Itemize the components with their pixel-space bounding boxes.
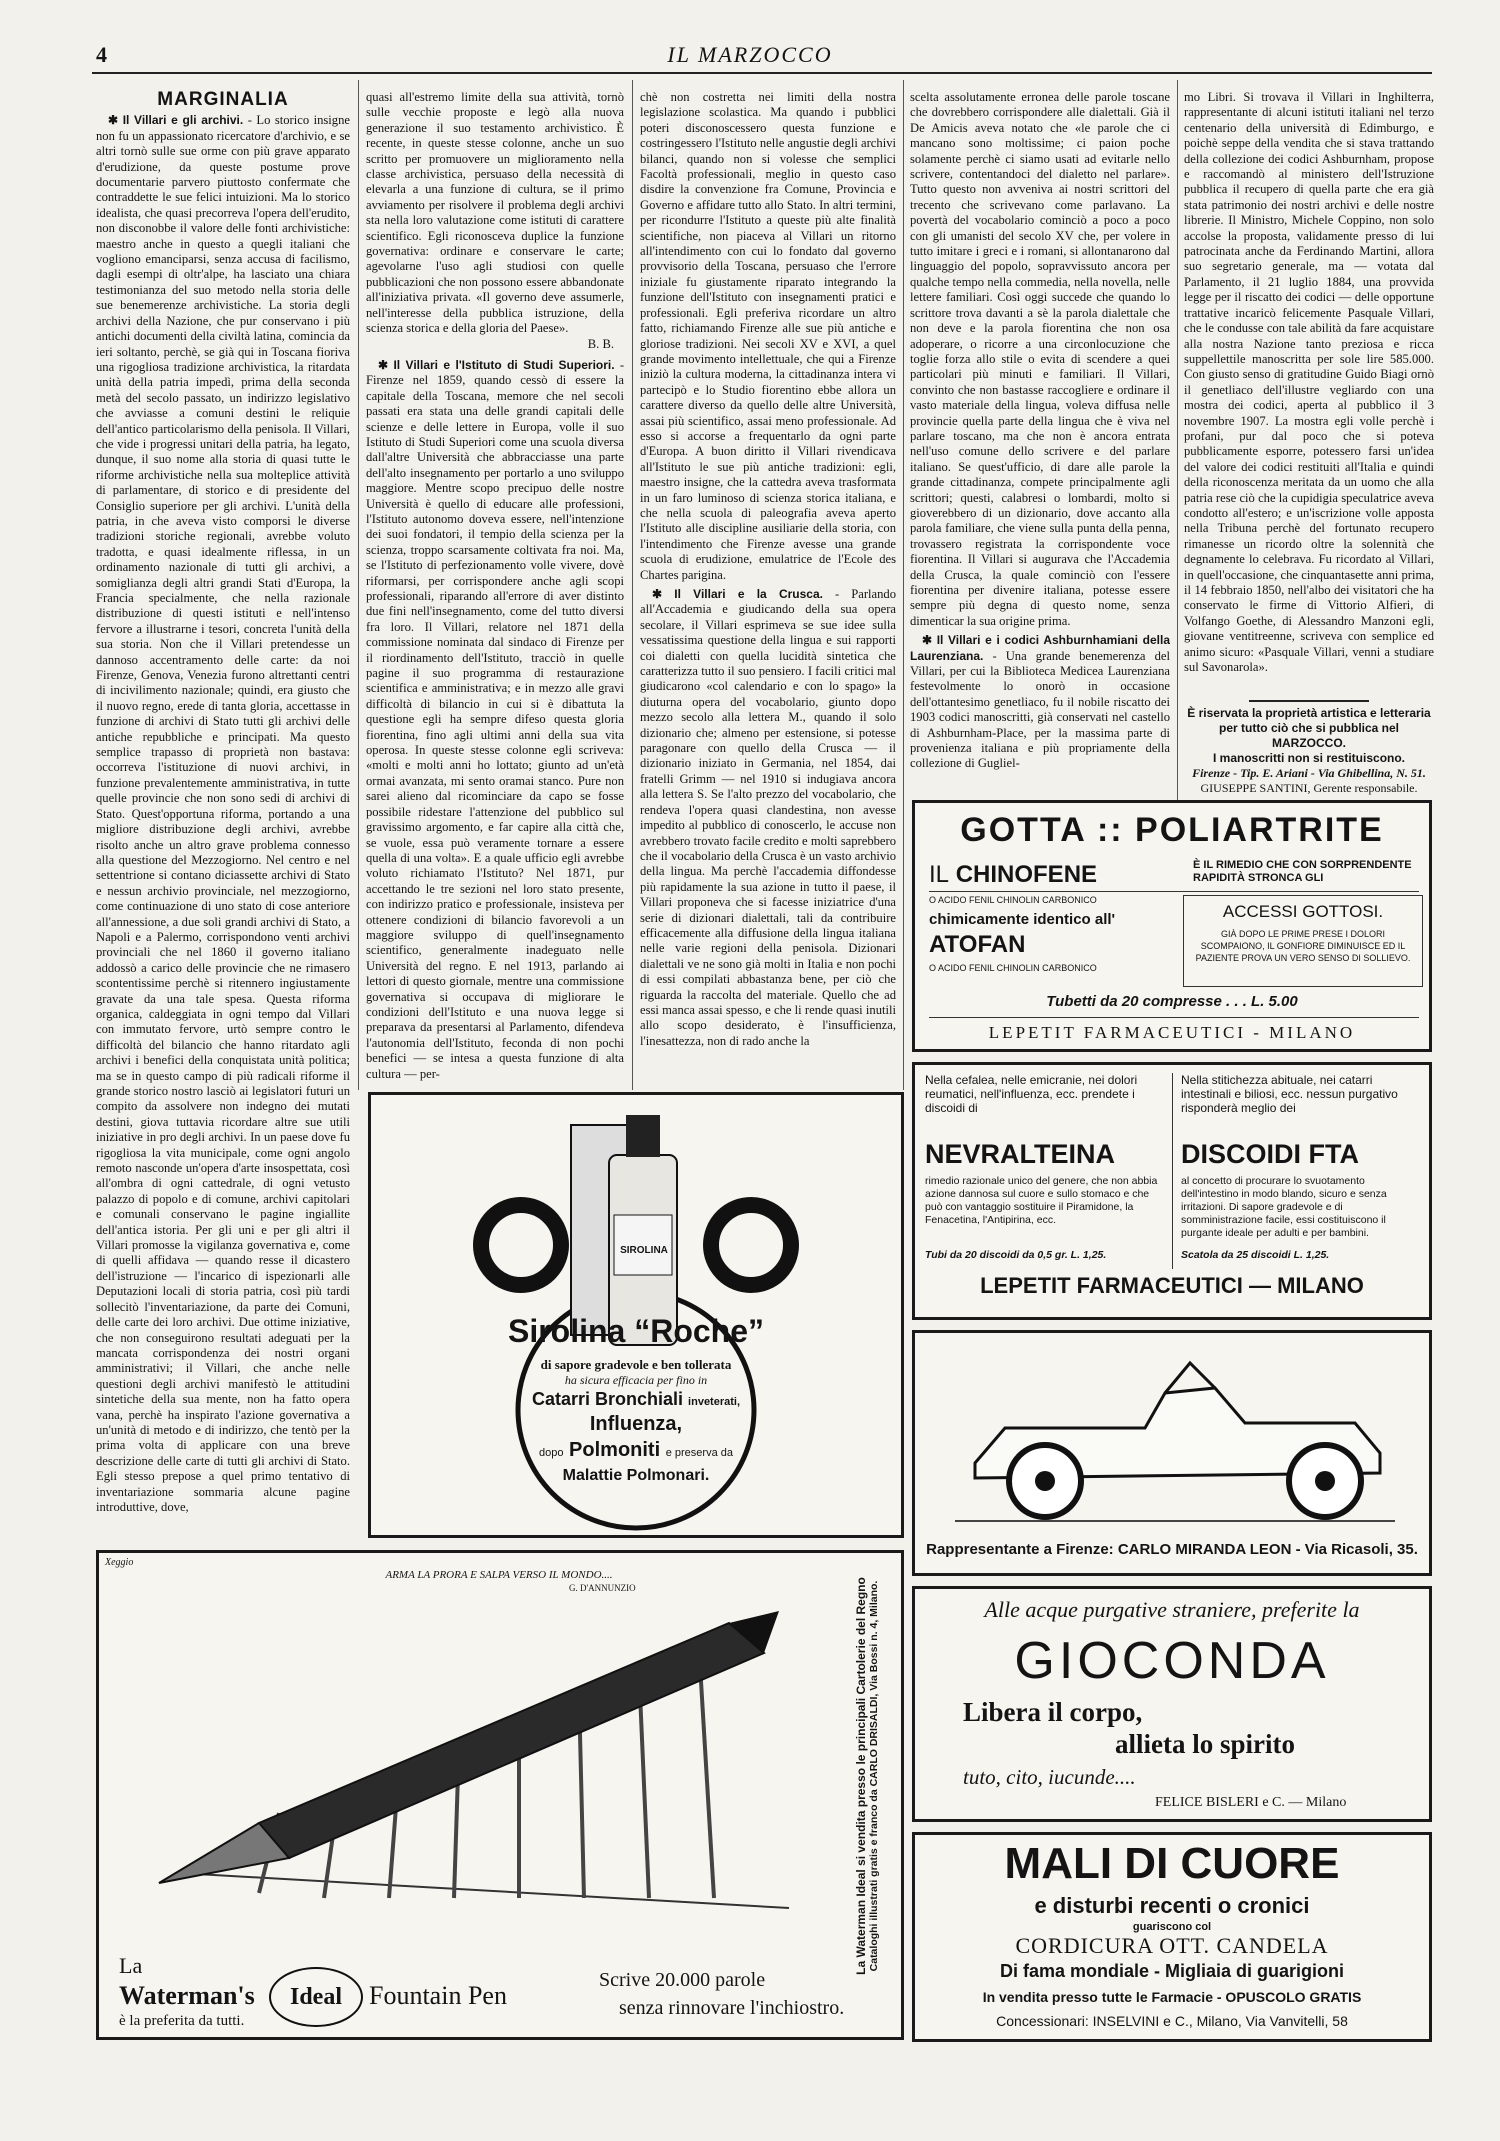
ad-gotta-chinofene: CHINOFENE [955,861,1098,888]
ad-nevralteina-title: NEVRALTEINA [925,1139,1116,1169]
ad-car-caption: Rappresentante a Firenze: CARLO MIRANDA LEON - Via Ricasoli, 35. [926,1541,1418,1558]
notice-manuscripts: I manoscritti non si restituiscono. [1212,751,1406,765]
ad-nevralteina [912,1062,1432,1320]
cuore-conc: Concessionari: INSELVINI e C., Milano, Via Vanvitelli, 58 [996,2013,1348,2029]
ad-sirolina [368,1092,904,1538]
article-column-5 [1184,90,1434,700]
ad-gotta-accessi: ACCESSI GOTTOSI. [1222,902,1384,921]
paragraph-text: - Firenze nel 1859, quando cessò di essere la capitale della Toscana, memore che nel secoli passati era stata una delle grandi capitali delle scienze e delle lettere in Europa, volle il suo Istituto di Studi Superiori come una scuola diversa dall'altre Università che abbracciasse una parte dell'alto insegnamento per portarlo a uno sviluppo maggiore. Mentre scopo precipuo delle nostre Università è quello di educare alle professioni, l'Istituto autonomo doveva essere, nell'intenzione dei suoi fondatori, il tempio della scienza per la scienza, troppo scarsamente coltivata fra noi. Ma, se l'Istituto di perfezionamento volle vivere, dovè riformarsi, per corrispondere anche agli scopi professionali, riparando all'errore di aver distinto due fini nell'insegnamento, come del tutto diversi fra loro. Il Villari, relatore nel 1871 della commissione nominata dal sindaco di Firenze per il riordinamento dell'Istituto, tracciò in quelle pagine il suo programma di restaurazione scientifica e amministrativa; e in mezzo alle gravi difficoltà di bilancio in cui si è dibattuta la questione egli ha sempre difeso questa gloria fiorentina, fino agli ultimi anni della sua vita operosa. In queste stesse colonne egli scriveva: «molti e molti anni ho lottato; giunto ad un'età ormai avanzata, mi sento oramai stanco. Pure non sarei alieno dal ricominciare da capo se fosse possibile ridestare l'attenzione del pubblico sul gravissimo argomento, e far capire alla città che, se vuole, essa può veramente tornare a essere quella di una volta». E a quale ufficio egli avrebbe voluto richiamato l'Istituto? Nel 1871, pur accettando le tre sezioni nel loro stato presente, con indirizzo pratico e professionale, insisteva per ottenere condizioni di bilancio favorevoli a un maggiore sviluppo di quell'insegnamento scientifico, generalmente inadeguato nelle Università del regno. E nel 1913, parlando ai lettori di questo giornale, mentre una commissione governativa si occupava di migliorare le condizioni dell'Istituto e una nuova legge si preparava da presentarsi al Parlamento, difendeva l'autonomia dell'Istituto, feconda di non pochi benefici — se intesa a questa funzione di alta cultura — per- [366,357,624,1081]
sirolina-line3b: inveterati, [688,1396,741,1408]
notice-printer: Firenze - Tip. E. Ariani - Via Ghibellina, N. 51. [1192,766,1426,780]
ad-divider [1172,1073,1173,1269]
cuore-fama: Di fama mondiale - Migliaia di guarigioni [999,1961,1345,1981]
waterman-brand2: Fountain Pen [369,1981,507,2010]
ad-fta-price: Scatola da 25 discoidi L. 1,25. [1181,1249,1330,1261]
notice-rule [1249,700,1369,702]
sirolina-line2: ha sicura efficacia per fino in [564,1373,708,1387]
paragraph-heading: ✱ Il Villari e i codici Ashburnhamiani della Laurenziana. [910,633,1170,663]
paragraph-heading: ✱ Il Villari e la Crusca. [652,587,823,601]
waterman-tagline: è la preferita da tutti. [119,2013,245,2029]
paragraph-text: mo Libri. Si trovava il Villari in Inghilterra, rappresentante di alcuni istituti italiani nel terzo centenario della università di Edimburgo, e poichè seppe della vendita che si stava trattando della collezione dei codici Ashburnham, propose e raccomandò al ministero dell'Istruzione pubblica il recupero di quella parte che era già stata patrimonio dei nostri archivi e delle nostre librerie. Il Ministro, Michele Coppino, non solo accolse la proposta, validamente presso di lui patrocinata anche da Ferdinando Martini, allora suo segretario generale, ma — votata dal Parlamento, il 21 luglio 1884, una provvida legge per il riscatto dei codici — delle opportune trattative incaricò felicemente Pasquale Villari, che le condusse con tale abilità da fare acquistare alla nostra Nazione tanto preziosa e ricca suppellettile manoscritta per sole lire 585.000. Con giusto senso di gratitudine Guido Biagi ornò il genetliaco dell'illustre vegliardo con una mostra dei codici, aperta al pubblico il 3 novembre 1907. La mostra egli volle perchè i profani, pur dal poco che si poteva pubblicamente esporre, potessero farsi un'idea del valore dei codici restituiti all'Italia e quindi della riconoscenza meritata da un uomo che alla patria rese ciò che la cupidigia speculatrice aveva condotto all'estero; e un'iscrizione volle apposta nella Tribuna perchè del fortunato recupero rimanesse un ricordo oltre la solennità che degnamente lo celebrava. Fu ricordato al Villari, in quell'occasione, che cinquantasette anni prima, il 14 febbraio 1850, nell'albo dei visitatori che ha conservato le firme di Vittorio Alfieri, di Volfango Goethe, di Alessandro Manzoni egli, giovane ventitreenne, scriveva con semplice ed animo sicuro: «Pasquale Villari, venni a studiare sul Savonarola». [1184,90,1434,675]
signature: B. B. [587,336,614,351]
ad-gioconda [912,1586,1432,1822]
waterman-vertical-2: Cataloghi illustrati gratis e franco da CARLO DRISALDI, Via Bossi n. 4, Milano. [868,1580,880,1972]
car-illustration [915,1333,1429,1533]
ad-nevralteina-intro: Nella cefalea, nelle emicranie, nei dolori reumatici, nell'influenza, ecc. prendete i discoidi di [925,1073,1138,1115]
gioconda-line3: allieta lo spirito [1115,1729,1295,1759]
waterman-right1: Scrive 20.000 parole [599,1969,766,1991]
ad-fta-desc: al concetto di procurare lo svuotamento dell'intestino in modo blando, sicuro e senza irritazioni. Di sapore gradevole e di somministrazione facile, essi costituiscono il purgante ideale per adulti e per bambini. [1181,1175,1387,1239]
paragraph-text: scelta assolutamente erronea delle parole toscane che dovrebbero corrispondere alle dialettali. Già il De Amicis aveva notato che «le parole che ci mancano sono moltissime; ci paion poche solamente perchè ci siamo usati ad evitarle nello scrivere, contentandoci del dialetto nel parlare». Tutto questo non avveniva ai nostri scrittori del trecento che scrivevano come parlavano. La povertà del vocabolario cominciò a poco a poco con gli umanisti del secolo XV che, per volere in tutto imitare i greci e i romani, si allontanarono dal linguaggio del popolo, sopravvissuto ancora per qualche tempo nella commedia, nella novella, nelle lettere familiari. Così oggi succede che quando lo scrittore trova davanti a sè la parola dialettale che non deve e la parola fiorentina che non osa adoperare, o ricorre a una circonlocuzione che toglie forza allo stile o evita di scendere a quei particolari più minuti e familiari. Il Villari, convinto che non bastasse raccogliere e ordinare il vasto materiale della lingua, voleva diffusa nelle provincie quella parte della lingua che è viva nel parlare toscano, ma che non è ancora entrata nell'uso comune dello scrivere e del parlare italiano. Se quest'ufficio, di dare alle parole la grande cittadinanza, compete principalmente agli scrittori; questi, calabresi o lombardi, molto si gioverebbero di un dizionario, dove accanto alla parola familiare, che viene sulla punta della penna, trovassero registrata la corrispondente voce fiorentina. Il Villari si augurava che l'Accademia della Crusca, la quale cominciò con l'essere fiorentina per divenire italiana, potesse essere sempre più degna di questo nome, senza dimenticar la sua origine prima. [910,90,1170,628]
waterman-caption-sig: G. D'ANNUNZIO [569,1583,636,1593]
ad-nevralteina-footer: LEPETIT FARMACEUTICI — MILANO [980,1273,1364,1298]
paragraph [640,587,896,1049]
paragraph-text: - Lo storico insigne non fu un appassionato ricercatore d'archivio, e se altri tornò sulle sue orme con più grave apparato d'erudizione, da queste postume prove documentarie parvero piuttosto confermate che contraddette le sue felici intuizioni. Ma lo storico idealista, che quasi precorreva l'opera dell'erudito, non disconobbe il valore delle fonti archivistiche: maestro anche in questo a quegli italiani che vogliono emanciparsi, senza accusa di facilismo, dagli esempi di oltr'alpe, ha lasciato una chiara testimonianza del suo metodo nella storia delle sue benemerenze archivistiche. La storia degli archivi della Nazione, che pur conservano i più antichi documenti della civiltà latina, comincia da ieri soltanto, perchè, se già qui in Toscana fioriva una rigogliosa tradizione archivistica, la ritardata unità della patria impedì, prima della seconda metà del secolo passato, un indirizzo legislativo che avviasse a comuni destini le reliquie dell'antico particolarismo della penisola. Il Villari, che vide i progressi unitari della patria, ha legato, dunque, il suo nome alla storia di quasi tutte le riforme archivistiche nella sua molteplice attività di parlamentare, di storico e di presidente del Consiglio superiore per gli archivi. L'unità della patria, in che aveva visto comporsi le diverse tradizioni storiche regionali, avrebbe voluto tradotta, e quasi idealmente riflessa, in un ordinamento nazionale di tutti gli archivi, a somiglianza degli altri grandi Stati d'Europa, la Francia specialmente, che nella razionale distribuzione di questi istituti e nell'intenso fervore a illustrarne i tesori, concreta l'unità della sua storia. Non che il Villari pretendesse un dannoso accentramento delle carte: da noi Firenze, Genova, Venezia furono altrettanti centri di incivilimento nazionale; quindi, era giusto che il nuovo regno, erede di tanta gloria, accettasse in funzione di archivi di Stato tutti gli archivi delle antiche repubbliche e principati. Ma questo semplice trapasso di proprietà non bastava: occorreva l'istituzione di nuovi archivi, in funzione prevalentemente amministrativa, in tutte quelle provincie che non sono sedi di archivi di Stato. Quest'opportuna riforma, portando a una migliore distribuzione degli archivi, avrebbe risolto anche un altro grave problema connesso alla questione del Mezzogiorno. Nel centro e nel settentrione si contano diciassette archivi di Stato e nessun archivio provinciale, nel mezzogiorno, come continuazione di uno stato di cose anteriore all'annessione, a due soli grandi archivi di Stato, a Napoli e a Palermo, corrispondono venti archivi provinciali che nel 1860 il governo italiano addossò a carico delle provincie che ne rimasero scontentissime perchè si ritennero ingiustamente gravate da una tale spesa. Questa riforma organica, caldeggiata in ogni tempo dal Villari con immutato fervore, urtò sempre contro le difficoltà del bilancio che hanno ritardato agli archivi i benefici della conquistata unità politica; ma se in questo campo di più radicali riforme il grande storico nostro lasciò ai legislatori futuri un compito da assolvere non indegno dei mutati destini, giova tuttavia ricordare altre sue utili iniziative in pro degli archivi. In un paese dove fu rigogliosa la vita municipale, come ogni angolo remoto nasconde un'opera d'arte insospettata, così all'ombra di ogni cattedrale, di ogni vetusto palazzo di popolo e di comune, archivi capitolari e comunali conservano le pagine ingiallite dell'antica istoria. Per gli uni e per gli altri il Villari promosse la vigilanza governativa e, come di quelli affidava — quando resse il dicastero dell'istruzione — l'incarico di ispezionarli alle Deputazioni locali di storia patria, così più tardi sollecitò l'inventariazione, da parte dei Comuni, delle carte dei loro archivi. Due ottime iniziative, che non conseguirono resultati adeguati per la mancata corrispondenza dei nostri organi amministrativi; il Villari, che anche nelle questioni degli archivi manifestò le attitudini sintetiche della sua mente, non ha fatto opera vana, perchè ha inspirato l'azione governativa a un'unità di metodo e di indirizzo, che tentò per la prima volta di applicare con una breve descrizione delle carte di tutti gli archivi di Stato. Egli stesso prepose a quel primo tentativo di inventariazione sommaria alcune pagine introduttive, dove, [96,113,350,1514]
ad-gotta-title2: POLIARTRITE [1135,811,1384,849]
ad-gotta-rule [929,891,1419,892]
sirolina-brand: Sirolina “Roche” [507,1313,765,1349]
ad-gotta [912,800,1432,1052]
gioconda-line1: Alle acque purgative straniere, preferite la [984,1597,1360,1622]
paragraph [366,90,624,337]
ad-car [912,1330,1432,1576]
waterman-ideal-globe: Ideal [269,1967,363,2027]
paragraph [366,358,624,1082]
waterman-illustration [99,1553,839,1953]
column-rule [632,80,633,1090]
paragraph-text: quasi all'estremo limite della sua attività, tornò sulle vecchie proposte e legò alla nuova generazione il suo testamento archivistico. È recente, in queste stesse colonne, anche un suo scritto per promuovere un miglioramento nella classe archivistica, persuaso della necessità di elevarla a una funzione di cultura, se il primo avviamento per risolvere il problema degli archivi sta nella loro valutazione come istituti di carattere scientifico. Egli riconosceva duplice la funzione governativa: ordinare e conservare le carte; agevolarne l'uso agli studiosi con quelle pubblicazioni che non possono essere abbandonate all'iniziativa privata. «Il governo deve assumerle, nell'interesse della pubblica istruzione, della scienza storica e della gloria del Paese». [366,90,624,336]
article-column-3 [640,90,896,1090]
waterman-la: La [119,1953,143,1978]
sirolina-line6: Malattie Polmonari. [562,1467,710,1484]
ad-gotta-acid2: O ACIDO FENIL CHINOLIN CARBONICO [929,963,1097,973]
paragraph-text: - Una grande benemerenza del Villari, per cui la Biblioteca Medicea Laurenziana festevolmente lo onorò in occasione dell'ottantesimo genetliaco, fu il nobile riscatto dei 1903 codici manoscritti, già conservati nel castello di Ashburnham-Place, per la massima parte di provenienza italiana e più propriamente della collezione di Gugliel- [910,648,1170,771]
ad-nevralteina-price: Tubi da 20 discoidi da 0,5 gr. L. 1,25. [925,1249,1107,1261]
article-column-2 [366,90,624,1090]
gioconda-title: GIOCONDA [1014,1632,1330,1690]
ad-gotta-desc: GIÀ DOPO LE PRIME PRESE I DOLORI SCOMPAIONO, IL GONFIORE DIMINUISCE ED IL PAZIENTE PROVA UN VERO SENSO DI SOLLIEVO. [1195,929,1411,963]
waterman-brand1: Waterman's [119,1981,255,2010]
ad-gotta-il: IL [929,861,950,888]
publisher-notice [1184,700,1434,796]
ad-gotta-remedy: È IL RIMEDIO CHE CON SORPRENDENTE RAPIDITÀ STRONCA GLI [1193,859,1412,884]
notice-manager: GIUSEPPE SANTINI, Gerente responsabile. [1200,781,1418,795]
paragraph [910,633,1170,772]
ad-fta-intro: Nella stitichezza abituale, nei catarri intestinali e biliosi, ecc. nessun purgativo risponderà meglio dei [1181,1073,1398,1115]
paragraph-text: - Parlando all'Accademia e giudicando della sua opera secolare, il Villari esprimeva se sue idee sulla vessatissima questione della lingua e sui rapporti coi dialetti con quella lucidità sintetica che caratterizza tutto il suo pensiero. I facili critici mal giudicarono «col calendario e con lo spago» la diuturna opera del vocabolario, giunto dopo mezzo secolo alla lettera M., quando il solo dizionario che; almeno per estensione, si potesse paragonare con quello della Crusca — il dizionario iniziato in Germania, nel 1854, dai fratelli Grimm — nel 1910 si indugiava ancora alla lettera S. Se l'alto prezzo del vocabolario, che rendeva l'opera quasi clandestina, non avesse impedito al pubblico di conoscerlo, le accuse non avrebbero trovato facile credito e molti saprebbero che il vocabolario della Crusca è un vasto archivio della lingua. Ma perchè l'accademia diffondesse più rapidamente la sua azione in tutto il paese, il Villari proponeva che si facesse iniziatrice d'una serie di dizionari dialettali, tali da contribuire efficacemente alla diffusione della lingua italiana nelle varie regioni della penisola. Dizionari dialettali ve ne sono già molti in Italia e non pochi di essi compilati abbastanza bene, per ciò che riguarda la raccolta del materiale. Quello che ad essi manca assai spesso, e che li rende quasi inutili allo scopo desiderato, è l'insufficienza, l'inesattezza, non di rado anche la [640,587,896,1048]
newspaper-title: IL MARZOCCO [667,42,833,67]
waterman-right2: senza rinnovare l'inchiostro. [619,1997,845,2019]
ad-gotta-rule2 [929,1017,1419,1018]
sirolina-bottle-label: SIROLINA [620,1245,668,1256]
sirolina-line3: Catarri Bronchiali [531,1389,684,1409]
ad-gotta-acid1: O ACIDO FENIL CHINOLIN CARBONICO [929,895,1097,905]
column-rule [903,80,904,1090]
sirolina-line5: Polmoniti [569,1439,661,1461]
gioconda-maker: FELICE BISLERI e C. — Milano [1155,1795,1347,1810]
cuore-vendita: In vendita presso tutte le Farmacie - OPUSCOLO GRATIS [982,1989,1362,2005]
header-rule [92,72,1432,74]
ad-gotta-tubetti: Tubetti da 20 compresse . . . L. 5.00 [1046,993,1298,1010]
ad-gotta-inset [1183,895,1423,987]
sirolina-line4: Influenza, [589,1413,683,1435]
paragraph-heading: ✱ Il Villari e gli archivi. [108,113,244,128]
paragraph [1184,90,1434,675]
gioconda-line4: tuto, cito, iucunde.... [963,1765,1136,1789]
ad-gotta-sep: :: [1096,811,1124,849]
ad-nevralteina-desc: rimedio razionale unico del genere, che non abbia azione dannosa sul cuore e sullo stomaco e che può con vantaggio sostituire il Piramidone, la Fenacetina, l'Antipirina, ecc. [925,1175,1158,1226]
gioconda-line2: Libera il corpo, [963,1697,1143,1727]
waterman-vertical-1: La Waterman Ideal si vendita presso le principali Cartolerie del Regno [854,1577,868,1975]
ad-gotta-footer: LEPETIT FARMACEUTICI - MILANO [988,1023,1356,1042]
cuore-sub: e disturbi recenti o cronici [1034,1893,1310,1918]
cuore-guariscono: guariscono col [1132,1921,1212,1933]
paragraph [910,90,1170,629]
waterman-corner: Xeggio [105,1557,134,1568]
paragraph-text: chè non costretta nei limiti della nostra legislazione scolastica. Ma quando i pubblici poteri disconoscessero questa funzione e costringessero l'Istituto nelle angustie degli archivi bilanci, quando non si volesse che semplici Facoltà professionali, meglio in questo caso disdire la convenzione fra Comune, Provincia e Governo e affidare tutto allo Stato. In altri termini, per ricondurre l'Istituto a queste più alte finalità scientifiche, non piaceva al Villari un ritorno all'intendimento con cui lo fondato dal governo provvisorio della Toscana, persuaso che l'errore iniziale fu giustamente riparato integrando la funzione dell'Istituto con insegnamenti pratici e professionali. Egli preferiva ricordare un altro fatto, richiamando Firenze alle sue più antiche e gloriose tradizioni. Nei secoli XV e XVI, a quel grande movimento intellettuale, che qui a Firenze iniziò la cultura moderna, la cittadinanza intera vi partecipò e lo Studio fiorentino ebbe allora un carattere diverso da quello delle altre Università, assai più scientifico, assai meno professionale. Ad esso si accorse a frequentarlo da ogni parte d'Europa. A buon diritto il Villari rivendicava all'Istituto le sue più antiche tradizioni: egli, maestro insigne, che la cattedra aveva trasformata in un faro luminoso di scienza storica italiana, e che nella scuola di paleografia aveva aperto l'Istituto alle discipline ausiliarie della storia, con l'intendimento che Firenze avesse una grande scuola di erudizione, emulatrice de l'Ecole des Chartes parigina. [640,90,896,582]
paragraph-heading: ✱ Il Villari e l'Istituto di Studi Superiori. [378,357,615,372]
ad-gotta-atofan: ATOFAN [929,931,1026,958]
waterman-vertical-block [837,1573,897,2023]
ad-waterman [96,1550,904,2040]
waterman-caption: ARMA LA PRORA E SALPA VERSO IL MONDO.... [385,1569,613,1581]
sirolina-line1: di sapore gradevole e ben tollerata [540,1357,732,1372]
cuore-title: MALI DI CUORE [1004,1839,1340,1888]
sirolina-line5a: dopo [539,1447,564,1459]
paragraph [640,90,896,583]
column-rule [358,80,359,1090]
sirolina-line5b: e preserva da [665,1447,733,1459]
ad-gotta-title: GOTTA [960,811,1086,849]
page-number: 4 [96,42,107,67]
ad-cuore [912,1832,1432,2042]
cuore-product: CORDICURA OTT. CANDELA [1015,1933,1329,1958]
section-title: MARGINALIA [157,90,289,110]
ad-gotta-chem: chimicamente identico all' [929,911,1116,928]
paragraph [96,113,350,1515]
ad-fta-title: DISCOIDI FTA [1181,1139,1359,1169]
notice-rights: È riservata la proprietà artistica e letteraria per tutto ciò che si pubblica nel MARZOCCO. [1187,706,1431,750]
